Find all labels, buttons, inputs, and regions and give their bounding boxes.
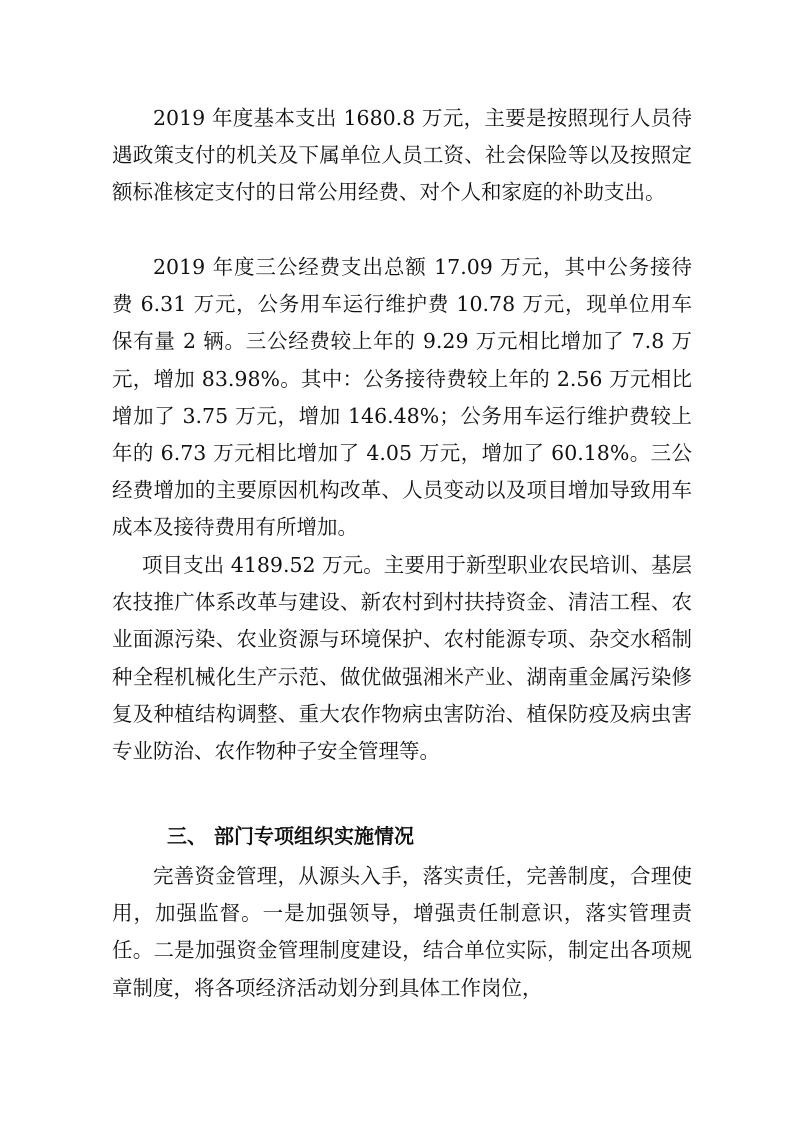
paragraph-project-expenditure: 项目支出 4189.52 万元。主要用于新型职业农民培训、基层农技推广体系改革与建设、新农村到村扶持资金、清洁工程、农业面源污染、农业资源与环境保护、农村能源专项、杂交水稻制种全程机械化生产示范、做优做强湘米产业、湖南重金属污染修复及种植结构调整、重大农作物病虫害防治、植保防疫及病虫害专业防治、农作物种子安全管理等。: [112, 553, 692, 764]
paragraph-three-public-expenses: 2019 年度三公经费支出总额 17.09 万元，其中公务接待费 6.31 万元，公务用车运行维护费 10.78 万元，现单位用车保有量 2 辆。三公经费较上年的 9.29 万元相比增加了 7.8 万元，增加 83.98%。其中：公务接待费较上年的 2.56 万元相比增加了 3.75 万元，增加 146.48%；公务用车运行维护费较上年的 6.73 万元相比增加了 4.05 万元，增加了 60.18%。三公经费增加的主要原因机构改革、人员变动以及项目增加导致用车成本及接待费用有所增加。: [112, 255, 692, 540]
section-heading: 三、 部门专项组织实施情况: [167, 824, 414, 848]
paragraph-basic-expenditure: 2019 年度基本支出 1680.8 万元，主要是按照现行人员待遇政策支付的机关及下属单位人员工资、社会保险等以及按照定额标准核定支付的日常公用经费、对个人和家庭的补助支出。: [112, 106, 692, 205]
paragraph-fund-management: 完善资金管理，从源头入手，落实责任，完善制度，合理使用，加强监督。一是加强领导，增强责任制意识，落实管理责任。二是加强资金管理制度建设，结合单位实际，制定出各项规章制度，将各项经济活动划分到具体工作岗位，: [112, 864, 692, 1000]
